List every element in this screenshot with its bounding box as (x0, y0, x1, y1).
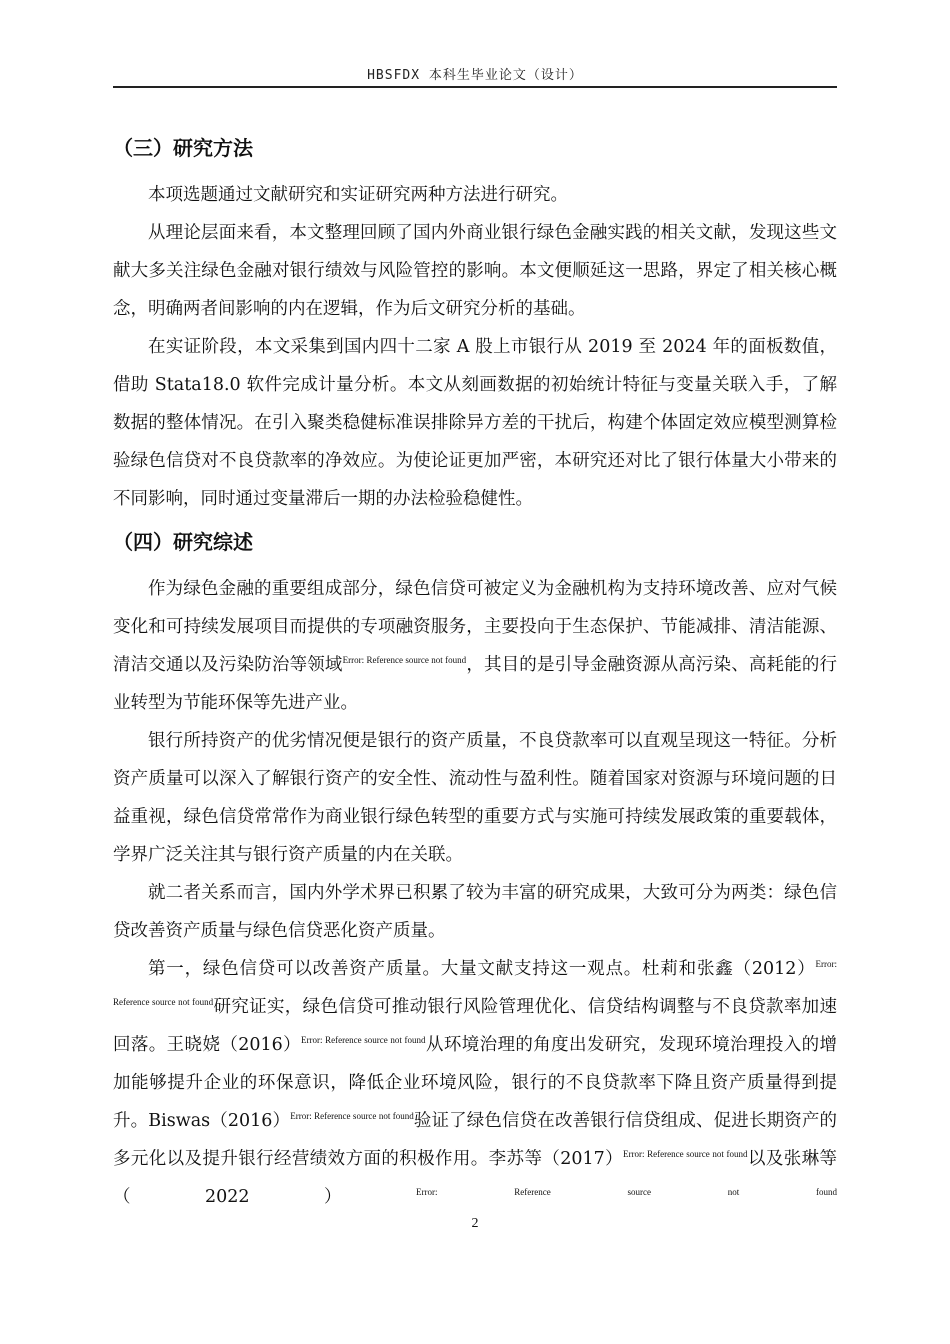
reference-error-marker: Error: Reference source not found (113, 959, 837, 1007)
text-segment: 以及张琳等（2022） (113, 1149, 838, 1207)
page-number: 2 (471, 1216, 479, 1231)
text-segment: 第一，绿色信贷可以改善资产质量。大量文献支持这一观点。杜莉和张鑫（2012） (148, 959, 816, 979)
section-heading-literature-review: （四）研究综述 (113, 530, 253, 554)
header-rule (113, 86, 837, 88)
reference-error-marker: Error: Reference source not found (290, 1111, 414, 1121)
paragraph-theory: 从理论层面来看，本文整理回顾了国内外商业银行绿色金融实践的相关文献，发现这些文献大多关注绿色金融对银行绩效与风险管控的影响。本文便顺延这一思路，界定了相关核心概念，明确两者间影响的内在逻辑，作为后文研究分析的基础。 (113, 223, 837, 319)
paragraph-green-credit-definition (113, 570, 837, 722)
reference-error-marker: Error: Reference source not found (416, 1187, 837, 1197)
paragraph-empirical: 在实证阶段，本文采集到国内四十二家 A 股上市银行从 2019 至 2024 年的面板数值，借助 Stata18.0 软件完成计量分析。本文从刻画数据的初始统计特征与变量关联入手，了解数据的整体情况。在引入聚类稳健标准误排除异方差的干扰后，构建个体固定效应模型测算检验绿色信贷对不良贷款率的净效应。为使论证更加严密，本研究还对比了银行体量大小带来的不同影响，同时通过变量滞后一期的办法检验稳健性。 (113, 337, 837, 509)
paragraph-two-categories: 就二者关系而言，国内外学术界已积累了较为丰富的研究成果，大致可分为两类：绿色信贷改善资产质量与绿色信贷恶化资产质量。 (113, 883, 837, 941)
text-segment: 验证了绿色信贷在改善银行信贷组成、促进长期资产的多元化以及提升银行经营绩效方面的积极作用。李苏等（2017） (113, 1111, 837, 1169)
paragraph-asset-quality: 银行所持资产的优劣情况便是银行的资产质量，不良贷款率可以直观呈现这一特征。分析资产质量可以深入了解银行资产的安全性、流动性与盈利性。随着国家对资源与环境问题的日益重视，绿色信贷常常作为商业银行绿色转型的重要方式与实施可持续发展政策的重要载体，学界广泛关注其与银行资产质量的内在关联。 (113, 731, 837, 865)
section-heading-research-methods: （三）研究方法 (113, 136, 253, 160)
text-segment: 作为绿色金融的重要组成部分，绿色信贷可被定义为金融机构为支持环境改善、应对气候变化和可持续发展项目而提供的专项融资服务，主要投向于生态保护、节能减排、清洁能源、清洁交通以及污染防治等领域 (113, 579, 837, 675)
text-segment: 研究证实，绿色信贷可推动银行风险管理优化、信贷结构调整与不良贷款率加速回落。王晓娆（2016） (113, 997, 837, 1055)
paragraph-methods-intro: 本项选题通过文献研究和实证研究两种方法进行研究。 (148, 185, 568, 205)
paragraph-improves-asset-quality (113, 950, 837, 1216)
reference-error-marker: Error: Reference source not found (342, 655, 467, 665)
text-segment: ，其目的是引导金融资源从高污染、高耗能的行业转型为节能环保等先进产业。 (113, 655, 838, 713)
reference-error-marker: Error: Reference source not found (301, 1035, 426, 1045)
text-segment: 从环境治理的角度出发研究，发现环境治理投入的增加能够提升企业的环保意识，降低企业环境风险，银行的不良贷款率下降且资产质量得到提升。Biswas（2016） (113, 1035, 838, 1131)
reference-error-marker: Error: Reference source not found (623, 1149, 748, 1159)
running-header: HBSFDX 本科生毕业论文（设计） (367, 68, 583, 83)
